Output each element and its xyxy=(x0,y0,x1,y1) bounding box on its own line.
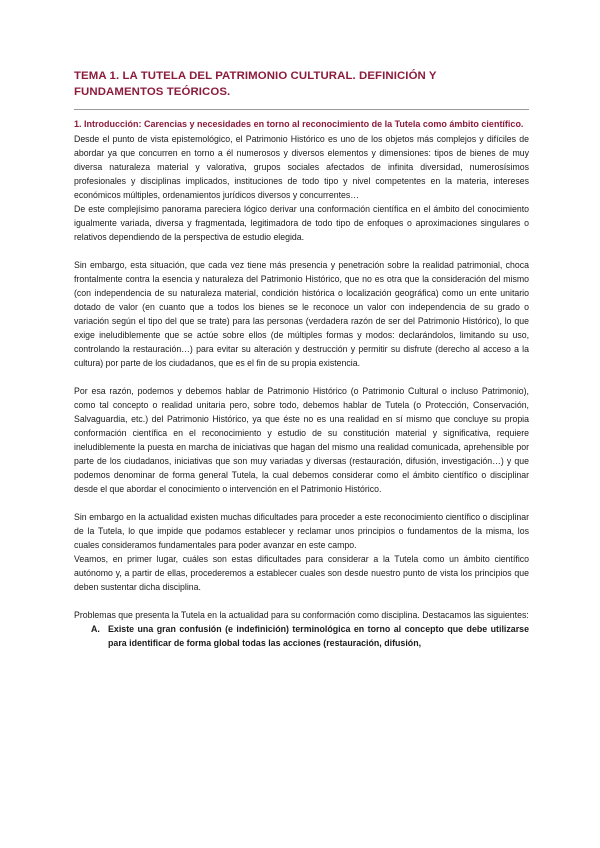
document-title: TEMA 1. LA TUTELA DEL PATRIMONIO CULTURAL. DEFINICIÓN Y FUNDAMENTOS TEÓRICOS. xyxy=(74,70,437,98)
paragraph: Sin embargo en la actualidad existen muchas dificultades para proceder a este reconocimiento científico o disciplinar de la Tutela, lo que impide que podamos establecer y reclamar unos principios o fundamentos de la misma, los cuales consideramos fundamentales para poder avanzar en este campo. xyxy=(74,512,529,550)
paragraph-spacer xyxy=(74,496,529,510)
paragraph-spacer xyxy=(74,594,529,608)
list-item xyxy=(91,622,529,650)
list-item-text: Existe una gran confusión (e indefinición) terminológica en torno al concepto que debe utilizarse para identificar de forma global todas las acciones (restauración, difusión, xyxy=(108,624,529,648)
title-divider xyxy=(74,109,529,110)
paragraph: Por esa razón, podemos y debemos hablar de Patrimonio Histórico (o Patrimonio Cultural o incluso Patrimonio), como tal concepto o realidad unitaria pero, sobre todo, debemos hablar de Tutela (o Protección, Conservación, Salvaguardia, etc.) del Patrimonio Histórico, ya que éste no es una realidad en sí mismo que concluye su propia conformación científica en el reconocimiento y estudio de su constitución material y significativa, requiere ineludiblemente la puesta en marcha de iniciativas que hagan del mismo una realidad comunicada, aprehensible por parte de los ciudadanos, iniciativas que son muy variadas y diversas (restauración, difusión, investigación…) y que podemos denominar de forma general Tutela, la cual debemos considerar como el ámbito científico o disciplinar desde el que abordar el conocimiento o intervención en el Patrimonio Histórico. xyxy=(74,386,529,494)
document-content xyxy=(74,68,529,650)
paragraph: Veamos, en primer lugar, cuáles son estas dificultades para considerar a la Tutela como un ámbito científico autónomo y, a partir de ellas, procederemos a establecer cuales son desde nuestro punto de vista los principios que deben sustentar dicha disciplina. xyxy=(74,554,529,592)
paragraph: Sin embargo, esta situación, que cada vez tiene más presencia y penetración sobre la realidad patrimonial, choca frontalmente contra la esencia y naturaleza del Patrimonio Histórico, que no es otra que la consideración del mismo (con independencia de su naturaleza material, condición histórica o localización geográfica) como un ente unitario dotado de valor (en cuanto que a todos los bienes se le reconoce un valor con independencia de su grado o variación según el tipo del que se trate) para las personas (verdadera razón de ser del Patrimonio Histórico), lo que exige ineludiblemente que se actúe sobre ellos (de múltiples formas y modos: declarándolos, limitando su uso, controlando la restauración…) para evitar su alteración y destrucción y permitir su disfrute (derecho al acceso a la cultura) por parte de los ciudadanos, que es el fin de su propia existencia. xyxy=(74,260,529,368)
problems-list xyxy=(74,622,529,650)
paragraph-spacer xyxy=(74,244,529,258)
list-marker: A. xyxy=(91,624,100,634)
paragraph: De este complejísimo panorama pareciera lógico derivar una conformación científica en el ámbito del conocimiento igualmente variada, diversa y fragmentada, legitimadora de todo tipo de enfoques o aproximaciones singulares o relativos dependiendo de la perspectiva de estudio elegida. xyxy=(74,204,529,242)
paragraph: Problemas que presenta la Tutela en la actualidad para su conformación como disciplina. Destacamos las siguientes: xyxy=(74,610,529,620)
paragraph-spacer xyxy=(74,370,529,384)
paragraph: Desde el punto de vista epistemológico, el Patrimonio Histórico es uno de los objetos más complejos y difíciles de abordar ya que concurren en torno a él numerosos y diversos elementos y dimensiones: tipos de bienes de muy diversa naturaleza material y valorativa, grupos sociales afectados de infinita diversidad, numerosísimos profesionales y disciplinas implicados, instituciones de todo tipo y nivel competentes en la materia, intereses económicos múltiples, ordenamientos jurídicos diversos y concurrentes… xyxy=(74,134,529,200)
section-heading: 1. Introducción: Carencias y necesidades en torno al reconocimiento de la Tutela como ámbito científico. xyxy=(74,119,524,129)
